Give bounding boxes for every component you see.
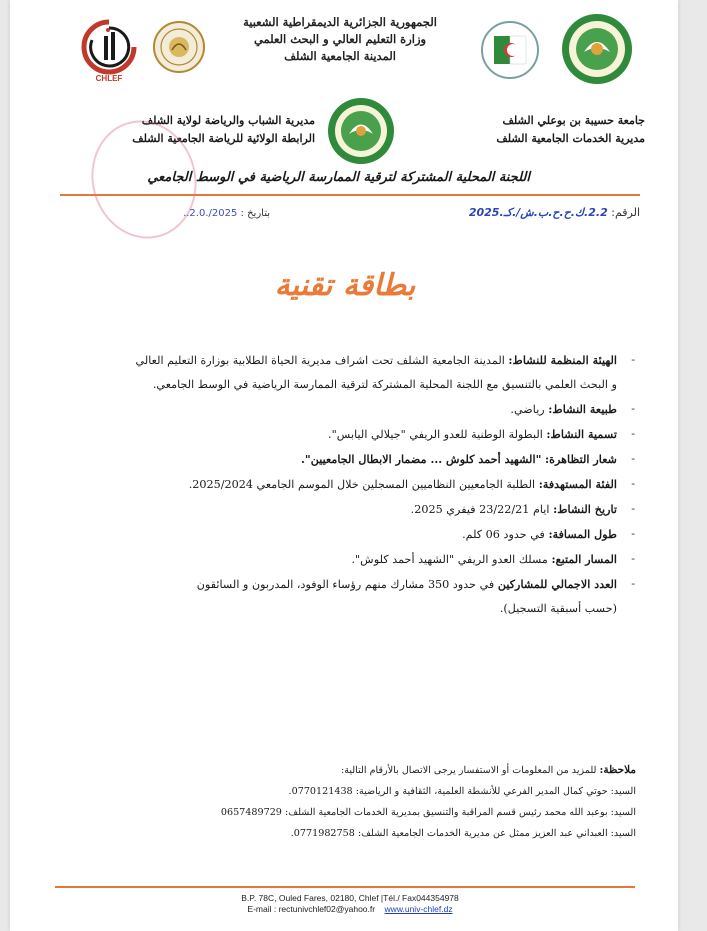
item-text: "الشهيد أحمد كلوش ... مضمار الابطال الجامعيين". xyxy=(300,452,542,466)
university-logo xyxy=(560,12,634,86)
university-flag-logo xyxy=(480,20,540,80)
date-label: بتاريخ : xyxy=(240,208,270,219)
date-field xyxy=(160,208,270,219)
contact-line: السيد: حوتي كمال المدير الفرعي للأنشطة العلمية، الثقافية و الرياضية: 0770121438. xyxy=(288,786,636,797)
logo-text: CHLEF xyxy=(95,74,123,83)
list-item xyxy=(82,522,637,547)
list-item xyxy=(82,397,637,422)
list-item xyxy=(82,472,637,497)
notes-intro: للمزيد من المعلومات أو الاستفسار يرجى الاتصال بالأرقام التالية: xyxy=(340,765,597,776)
reference-number xyxy=(420,206,640,219)
committee-title: اللجنة المحلية المشتركة لترقية الممارسة الرياضية في الوسط الجامعي xyxy=(147,170,530,185)
footer-email: E-mail : rectunivchlef02@yahoo.fr xyxy=(247,904,376,914)
right-header-line: مديرية الخدمات الجامعية الشلف xyxy=(496,132,645,145)
list-item xyxy=(82,547,637,572)
footer-contact xyxy=(190,904,510,915)
item-text: الطلبة الجامعيين النظاميين المسجلين خلال الموسم الجامعي 2025/2024. xyxy=(188,478,536,491)
ministry-line: وزارة التعليم العالي و البحث العلمي xyxy=(253,32,427,46)
right-header-line: جامعة حسيبة بن بوعلي الشلف xyxy=(502,114,645,127)
item-label: الهيئة المنظمة للنشاط: xyxy=(508,353,617,367)
item-label: طبيعة النشاط: xyxy=(548,402,617,416)
notes-section xyxy=(160,760,636,844)
item-text: في حدود 350 مشارك منهم رؤساء الوفود، المدربون و السائقون xyxy=(196,578,495,591)
item-text: ايام 23/22/21 فيفري 2025. xyxy=(410,503,550,516)
footer-address: B.P. 78C, Ouled Fares, 02180, Chlef |Tél./ Fax044354978 xyxy=(241,893,459,903)
ministry-header xyxy=(240,14,440,65)
details-list xyxy=(82,348,637,621)
university-header xyxy=(470,112,645,148)
list-item xyxy=(82,447,637,472)
list-item xyxy=(82,348,637,397)
contact-line: السيد: بوعبد الله محمد رئيس قسم المراقبة والتنسيق بمديرية الخدمات الجامعية الشلف: 0657489729 xyxy=(220,807,636,818)
list-item xyxy=(82,497,637,522)
notes-intro-line xyxy=(160,760,636,781)
document-page xyxy=(10,0,678,931)
item-label: تسمية النشاط: xyxy=(546,427,617,441)
item-text: البطولة الوطنية للعدو الريفي "جيلالي اليابس". xyxy=(328,428,543,441)
notes-label: ملاحظة: xyxy=(599,764,636,776)
university-center-logo xyxy=(326,96,396,166)
list-item xyxy=(82,572,637,621)
footer-divider xyxy=(55,886,635,888)
item-text: المدينة الجامعية الشلف تحت اشراف مديرية الحياة الطلابية بوزارة التعليم العالي xyxy=(135,354,505,367)
item-continuation: و البحث العلمي بالتنسيق مع اللجنة المحلية المشتركة لترقية الممارسة الرياضية في الوسط الجامعي. xyxy=(152,378,617,391)
item-label: شعار التظاهرة: xyxy=(544,452,617,466)
left-header-line: مديرية الشباب والرياضة لولاية الشلف xyxy=(141,114,315,127)
contact-line: السيد: العبداني عبد العزيز ممثل عن مديرية الخدمات الجامعية الشلف: 0771982758. xyxy=(290,828,636,839)
item-label: طول المسافة: xyxy=(548,527,617,541)
item-text: رياضي. xyxy=(510,403,545,416)
chlef-logo xyxy=(78,16,140,83)
item-text: في حدود 06 كلم. xyxy=(462,528,545,541)
item-continuation: (حسب أسبقية التسجيل). xyxy=(499,602,617,615)
header-divider xyxy=(60,194,640,196)
item-label: تاريخ النشاط: xyxy=(553,502,617,516)
ministry-line: الجمهورية الجزائرية الديمقراطية الشعبية xyxy=(243,15,437,29)
left-header-line: الرابطة الولائية للرياضة الجامعية الشلف xyxy=(132,132,315,145)
item-label: الفئة المستهدفة: xyxy=(538,477,617,491)
document-title: بطاقة تقنية xyxy=(274,268,416,303)
reference-value: 2.2.ك.ح.ح.ب.ش/.كـ.2025 xyxy=(468,206,608,219)
reference-label: الرقم: xyxy=(611,206,640,219)
date-value: 2025/.2.0.. xyxy=(183,208,238,219)
footer-website-link[interactable]: www.univ-chlef.dz xyxy=(384,904,453,914)
list-item xyxy=(82,422,637,447)
footer xyxy=(190,893,510,915)
item-text: مسلك العدو الريفي "الشهيد أحمد كلوش". xyxy=(351,553,548,566)
ministry-line: المدينة الجامعية الشلف xyxy=(284,49,396,63)
item-label: العدد الاجمالي للمشاركين xyxy=(497,577,617,591)
ministry-seal-logo xyxy=(152,20,206,74)
item-label: المسار المتبع: xyxy=(551,552,617,566)
